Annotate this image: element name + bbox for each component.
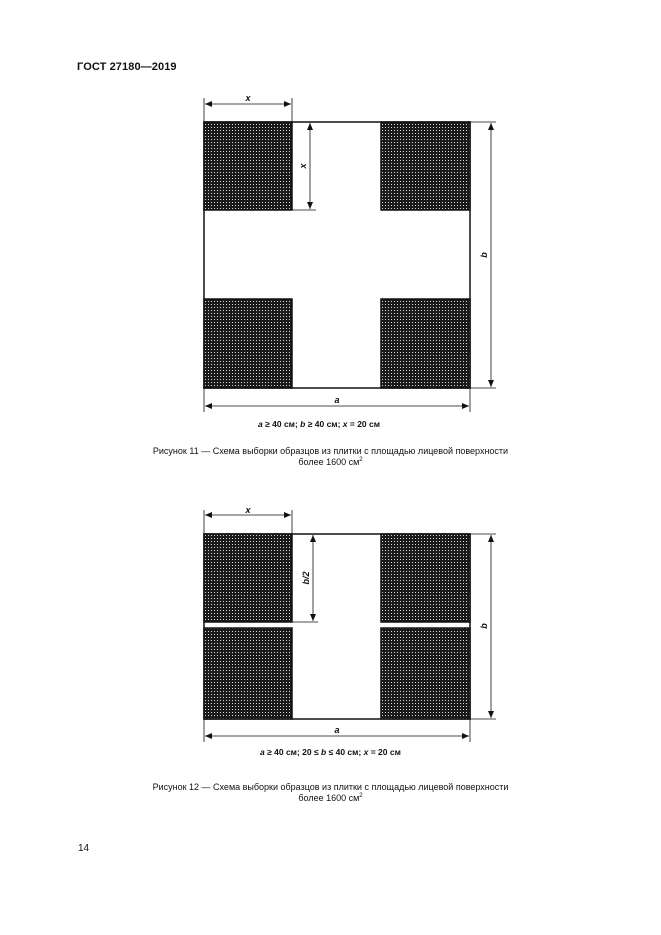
sample-bottom-right: [381, 628, 470, 719]
label-x-top: x: [245, 505, 251, 515]
sample-bottom-left: [204, 628, 292, 719]
label-half-b: b/2: [301, 571, 311, 585]
label-b: b: [479, 252, 489, 258]
label-x-side: x: [298, 163, 308, 169]
sample-top-left: [204, 534, 292, 622]
label-x-top: x: [245, 93, 251, 103]
sample-top-right: [381, 534, 470, 622]
page-number: 14: [78, 843, 90, 854]
label-b: b: [479, 623, 489, 629]
figure-11-formula: a ≥ 40 см; b ≥ 40 см; x = 20 см: [258, 419, 381, 429]
document-header: ГОСТ 27180—2019: [77, 61, 177, 73]
figure-11-caption: Рисунок 11 — Схема выборки образцов из плитки с площадью лицевой поверхности более 1600 $см^2$: [152, 446, 509, 467]
figure-12-formula: a ≥ 40 см; 20 ≤ b ≤ 40 см; x = 20 см: [260, 747, 401, 757]
figure-12-caption: Рисунок 12 — Схема выборки образцов из плитки с площадью лицевой поверхности более 1600 $см^2$: [152, 782, 509, 803]
label-a: a: [334, 395, 340, 405]
label-a: a: [334, 725, 340, 735]
